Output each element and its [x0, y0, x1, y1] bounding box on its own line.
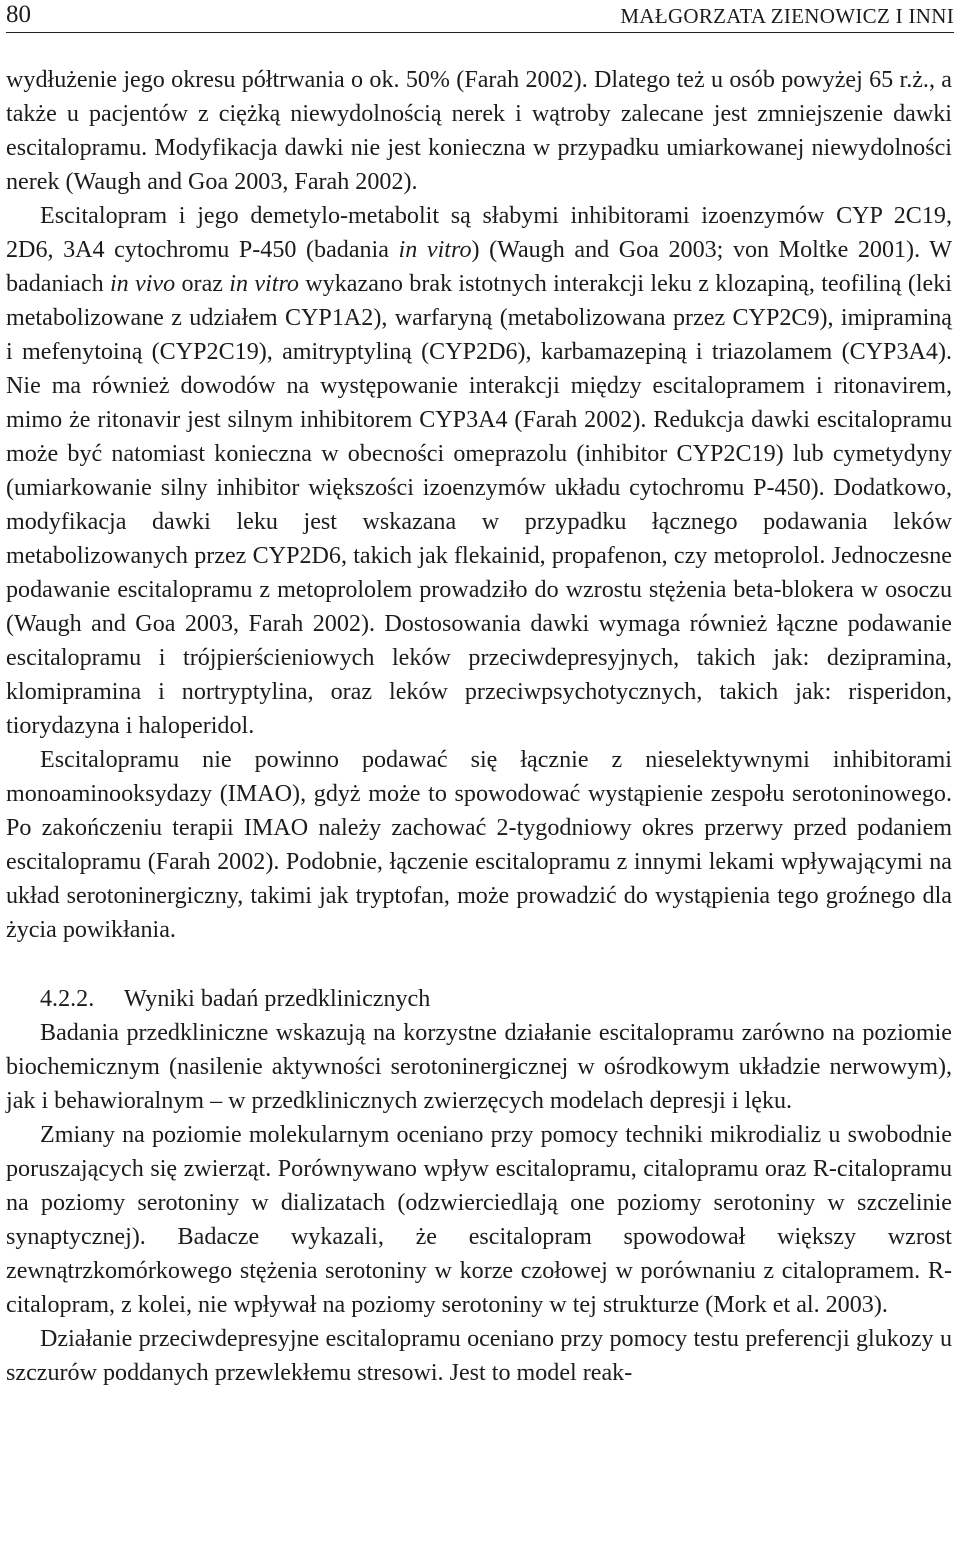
paragraph-3: Escitalopramu nie powinno podawać się łącznie z nieselektywnymi inhibitorami monoaminooksydazy (IMAO), gdyż może to spowodować wystąpienie zespołu serotoninowego. Po zakończeniu terapii IMAO należy zachować 2-tygodniowy okres przerwy przed podaniem escitalopramu (Farah 2002). Podobnie, łączenie escitalopramu z innymi lekami wpływającymi na układ serotoninergiczny, takimi jak tryptofan, może prowadzić do wystąpienia tego groźnego dla życia powikłania.: [6, 747, 952, 943]
paragraph-2-text-g: wykazano brak istotnych interakcji leku z klozapiną, teofiliną (leki metabolizowane z udziałem CYP1A2), warfaryną (metabolizowana przez CYP2C9), imipraminą i mefenytoiną (CYP2C19), amitryptyliną (CYP2D6), karbamazepiną i triazolamem (CYP3A4). Nie ma również dowodów na występowanie interakcji między escitalopramem i ritonavirem, mimo że ritonavir jest silnym inhibitorem CYP3A4 (Farah 2002). Redukcja dawki escitalopramu może być natomiast konieczna w obecności omeprazolu (inhibitor CYP2C19) lub cymetydyny (umiarkowanie silny inhibitor większości izoenzymów układu cytochromu P-450). Dodatkowo, modyfikacja dawki leku jest wskazana w przypadku łącznego podawania leków metabolizowanych przez CYP2D6, takich jak flekainid, propafenon, czy metoprolol. Jednoczesne podawanie escitalopramu z metoprololem prowadziło do wzrostu stężenia beta-blokera w osoczu (Waugh and Goa 2003, Farah 2002). Dostosowania dawki wymaga również łączne podawanie escitalopramu i trójpierścieniowych leków przeciwdepresyjnych, takich jak: dezipramina, klomipramina i nortryptylina, oraz leków przeciwpsychotycznych, takich jak: risperidon, tiorydazyna i haloperidol.: [6, 271, 952, 739]
section-title: Wyniki badań przedklinicznych: [124, 986, 431, 1012]
body-text: [6, 63, 952, 1390]
paragraph-2-italic-in-vitro-2: in vitro: [229, 271, 299, 297]
section-number: 4.2.2.: [40, 986, 95, 1012]
paragraph-2-text-e: oraz: [175, 271, 230, 297]
page-number: 80: [6, 1, 31, 28]
paragraph-4: Badania przedkliniczne wskazują na korzystne działanie escitalopramu zarówno na poziomie biochemicznym (nasilenie aktywności serotoninergicznej w ośrodkowym układzie nerwowym), jak i behawioralnym – w przedklinicznych zwierzęcych modelach depresji i lęku.: [6, 1020, 952, 1114]
paragraph-2-text-a: Escitalopram i jego demetylo-metabolit są słabymi inhibitorami izoenzymów CYP 2C19, 2D6, 3A4 cytochromu P-450 (badania: [6, 203, 952, 263]
paragraph-2: [6, 199, 952, 743]
paragraph-1: wydłużenie jego okresu półtrwania o ok. 50% (Farah 2002). Dlatego też u osób powyżej 65 r.ż., a także u pacjentów z ciężką niewydolnością nerek i wątroby zalecane jest zmniejszenie dawki escitalopramu. Modyfikacja dawki nie jest konieczna w przypadku umiarkowanej niewydolności nerek (Waugh and Goa 2003, Farah 2002).: [6, 67, 952, 195]
paragraph-2-text-c: ) (Waugh and Goa 2003; von Moltke 2001). W badaniach: [6, 237, 952, 297]
section-spacer: [6, 947, 952, 982]
paragraph-2-italic-in-vivo: in vivo: [109, 271, 176, 297]
paragraph-5: Zmiany na poziomie molekularnym oceniano przy pomocy techniki mikrodializ u swobodnie poruszających się zwierząt. Porównywano wpływ escitalopramu, citalopramu oraz R-citalopramu na poziomy serotoniny w dializatach (odzwierciedlają one poziomy serotoniny w szczelinie synaptycznej). Badacze wykazali, że escitalopram spowodował większy wzrost zewnątrzkomórkowego stężenia serotoniny w korze czołowej w porównaniu z citalopramem. R-citalopram, z kolei, nie wpływał na poziomy serotoniny w tej strukturze (Mork et al. 2003).: [6, 1122, 952, 1318]
paragraph-2-italic-in-vitro: in vitro: [398, 237, 472, 263]
page-header: [6, 0, 954, 33]
running-head: MAŁGORZATA ZIENOWICZ I INNI: [620, 4, 954, 28]
paragraph-6: Działanie przeciwdepresyjne escitalopramu oceniano przy pomocy testu preferencji glukozy u szczurów poddanych przewlekłemu stresowi. Jest to model reak-: [6, 1326, 952, 1386]
section-heading: [6, 982, 952, 1016]
